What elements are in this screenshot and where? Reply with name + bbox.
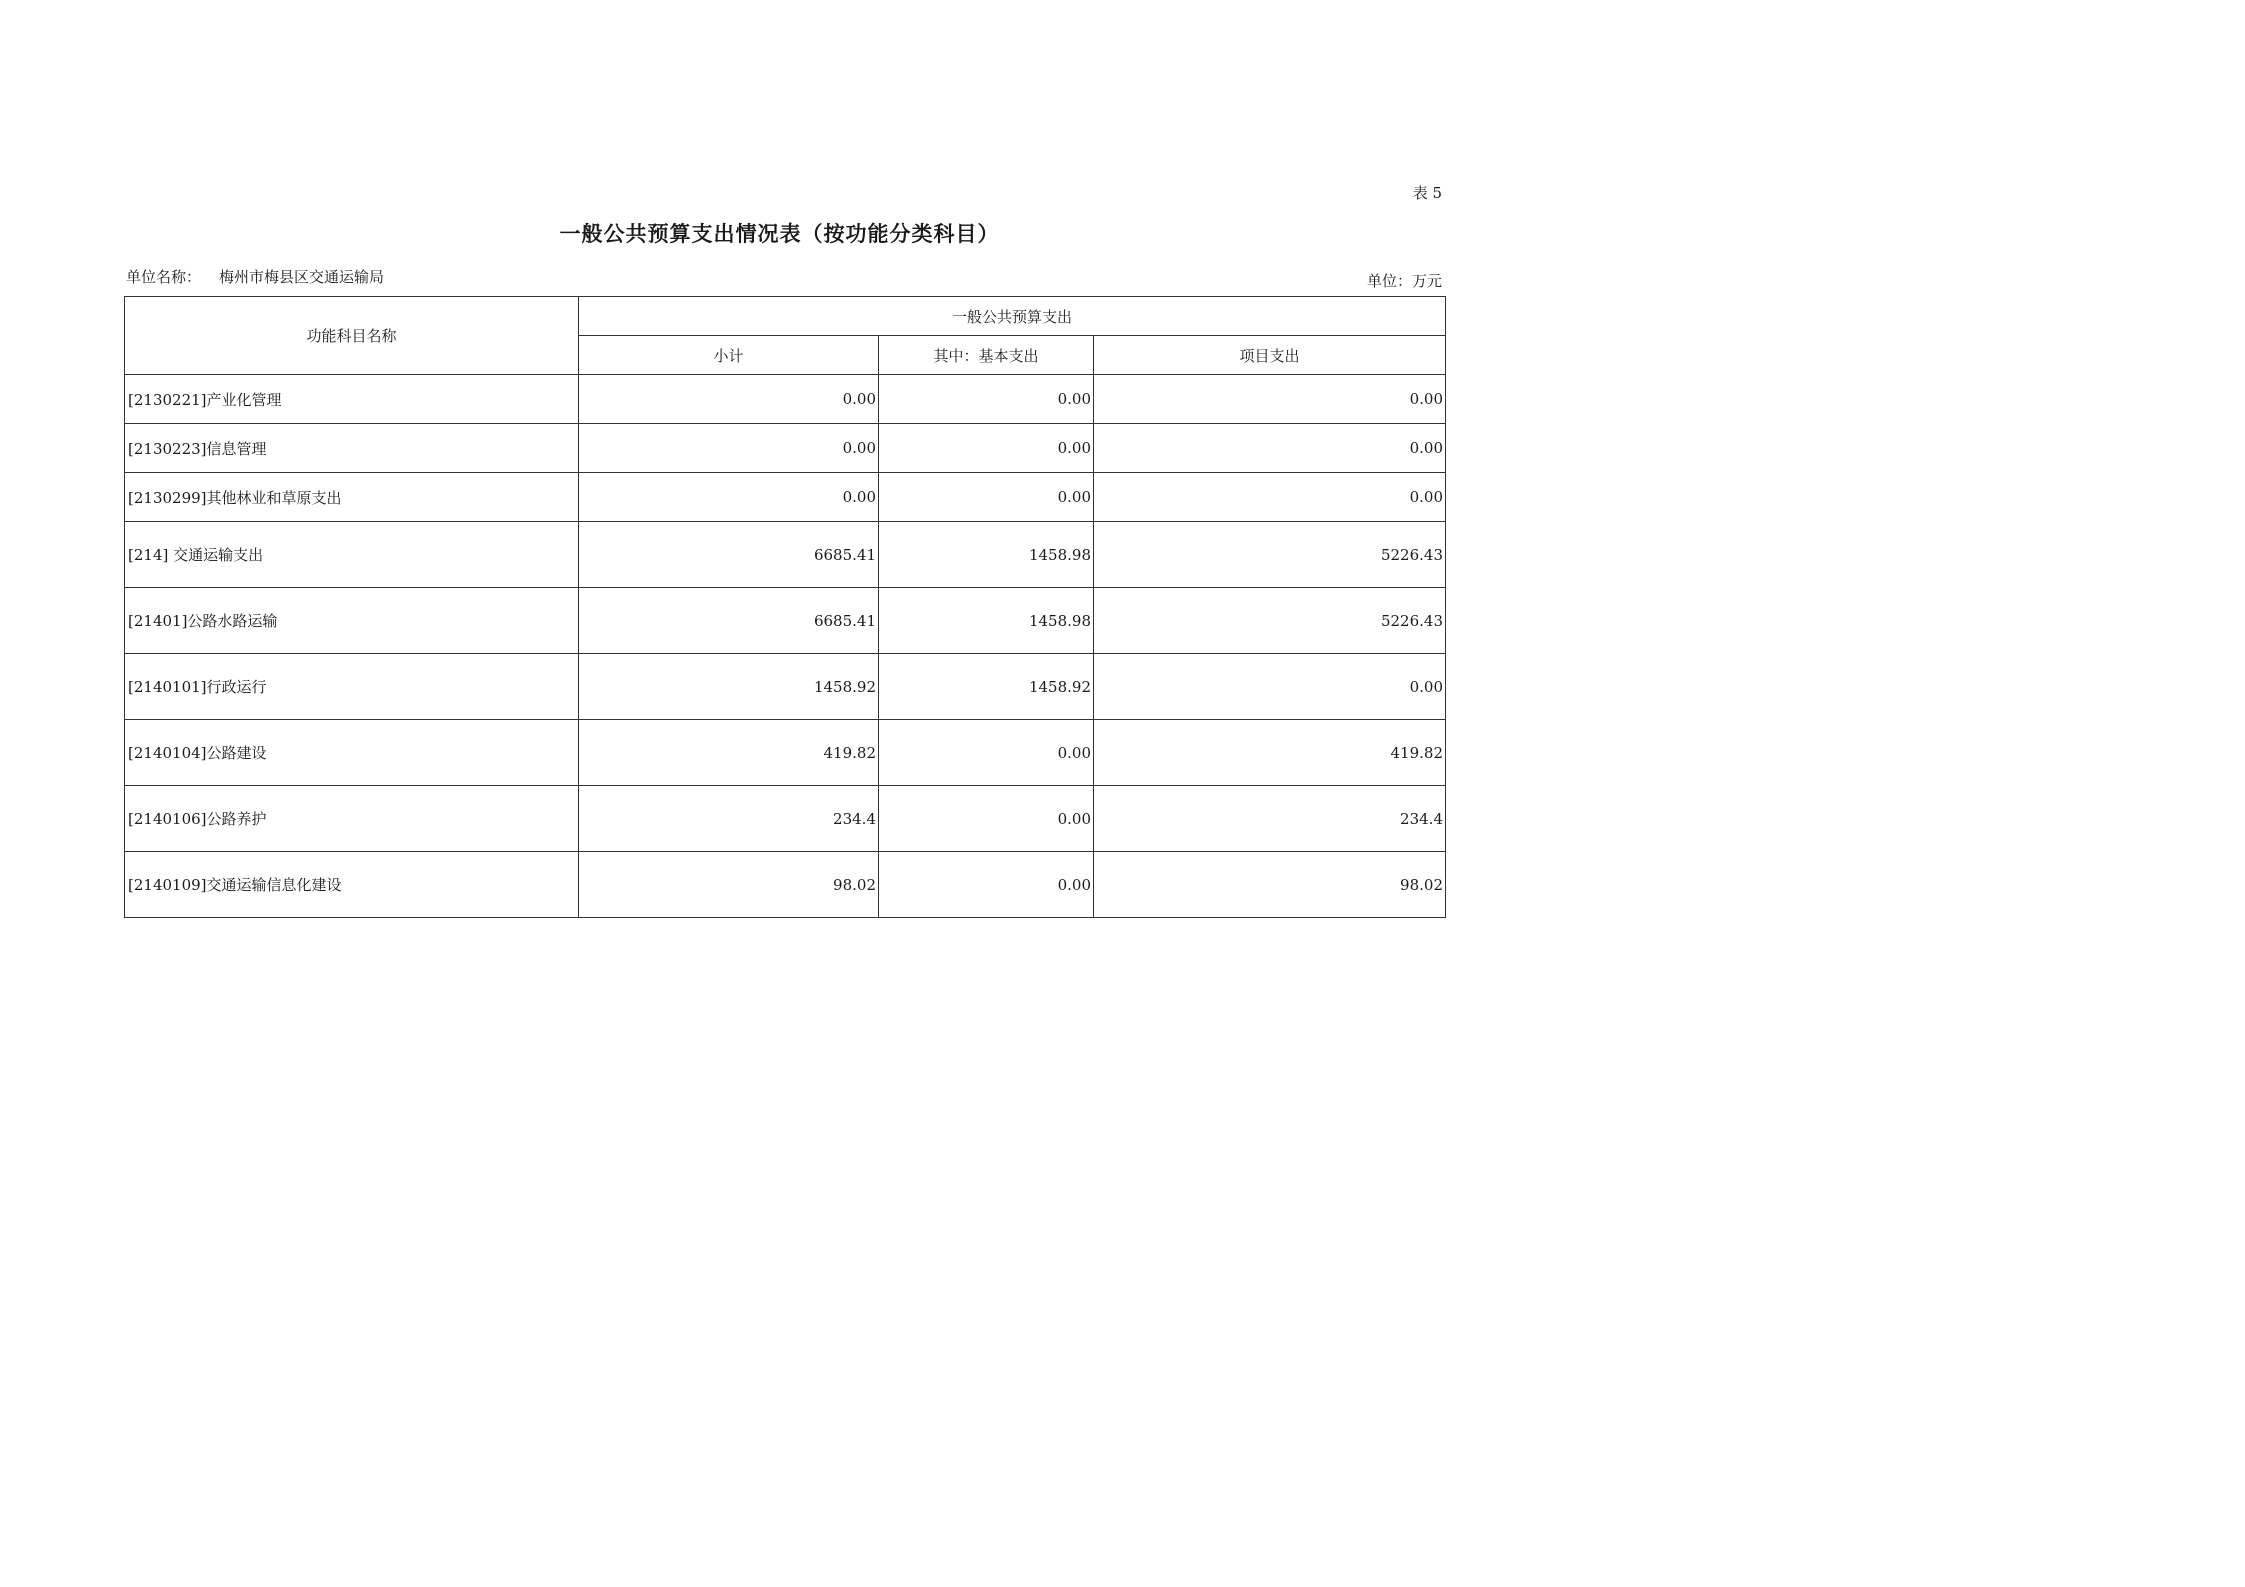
table-number: 表 5: [1412, 184, 1442, 202]
row-project: 98.02: [1094, 852, 1446, 918]
row-subtotal: 419.82: [579, 720, 879, 786]
row-basic: 0.00: [879, 375, 1094, 424]
table-row: [125, 786, 1446, 852]
row-project: 0.00: [1094, 375, 1446, 424]
budget-table: [124, 296, 1446, 918]
table-row: [125, 588, 1446, 654]
table-row: [125, 852, 1446, 918]
row-subtotal: 98.02: [579, 852, 879, 918]
row-basic: 0.00: [879, 786, 1094, 852]
row-project: 419.82: [1094, 720, 1446, 786]
col-header-project: 项目支出: [1094, 336, 1446, 375]
row-name: [2130221]产业化管理: [125, 375, 579, 424]
row-subtotal: 0.00: [579, 473, 879, 522]
table-row: [125, 375, 1446, 424]
row-basic: 0.00: [879, 720, 1094, 786]
row-subtotal: 0.00: [579, 424, 879, 473]
row-basic: 1458.98: [879, 588, 1094, 654]
row-project: 234.4: [1094, 786, 1446, 852]
table-row: [125, 424, 1446, 473]
row-basic: 1458.98: [879, 522, 1094, 588]
table-row: [125, 473, 1446, 522]
row-subtotal: 1458.92: [579, 654, 879, 720]
row-name: [2140109]交通运输信息化建设: [125, 852, 579, 918]
table-row: [125, 522, 1446, 588]
row-project: 5226.43: [1094, 522, 1446, 588]
col-header-basic: 其中：基本支出: [879, 336, 1094, 375]
col-header-name: 功能科目名称: [125, 297, 579, 375]
row-name: [21401]公路水路运输: [125, 588, 579, 654]
row-subtotal: 234.4: [579, 786, 879, 852]
row-basic: 0.00: [879, 424, 1094, 473]
row-basic: 0.00: [879, 852, 1094, 918]
row-name: [2140101]行政运行: [125, 654, 579, 720]
row-subtotal: 6685.41: [579, 522, 879, 588]
row-project: 5226.43: [1094, 588, 1446, 654]
table-row: [125, 654, 1446, 720]
row-name: [2140104]公路建设: [125, 720, 579, 786]
row-name: [2130223]信息管理: [125, 424, 579, 473]
row-project: 0.00: [1094, 654, 1446, 720]
org-name: 梅州市梅县区交通运输局: [219, 268, 385, 286]
row-name: [214] 交通运输支出: [125, 522, 579, 588]
org-label: 单位名称：: [126, 268, 202, 286]
page-title: 一般公共预算支出情况表（按功能分类科目）: [559, 221, 1000, 246]
row-name: [2130299]其他林业和草原支出: [125, 473, 579, 522]
org-line: [126, 266, 384, 287]
row-project: 0.00: [1094, 473, 1446, 522]
row-project: 0.00: [1094, 424, 1446, 473]
unit-label: 单位：万元: [1366, 272, 1442, 290]
row-subtotal: 0.00: [579, 375, 879, 424]
col-header-subtotal: 小计: [579, 336, 879, 375]
row-name: [2140106]公路养护: [125, 786, 579, 852]
col-header-group: 一般公共预算支出: [579, 297, 1446, 336]
table-row: [125, 720, 1446, 786]
row-basic: 1458.92: [879, 654, 1094, 720]
row-basic: 0.00: [879, 473, 1094, 522]
row-subtotal: 6685.41: [579, 588, 879, 654]
